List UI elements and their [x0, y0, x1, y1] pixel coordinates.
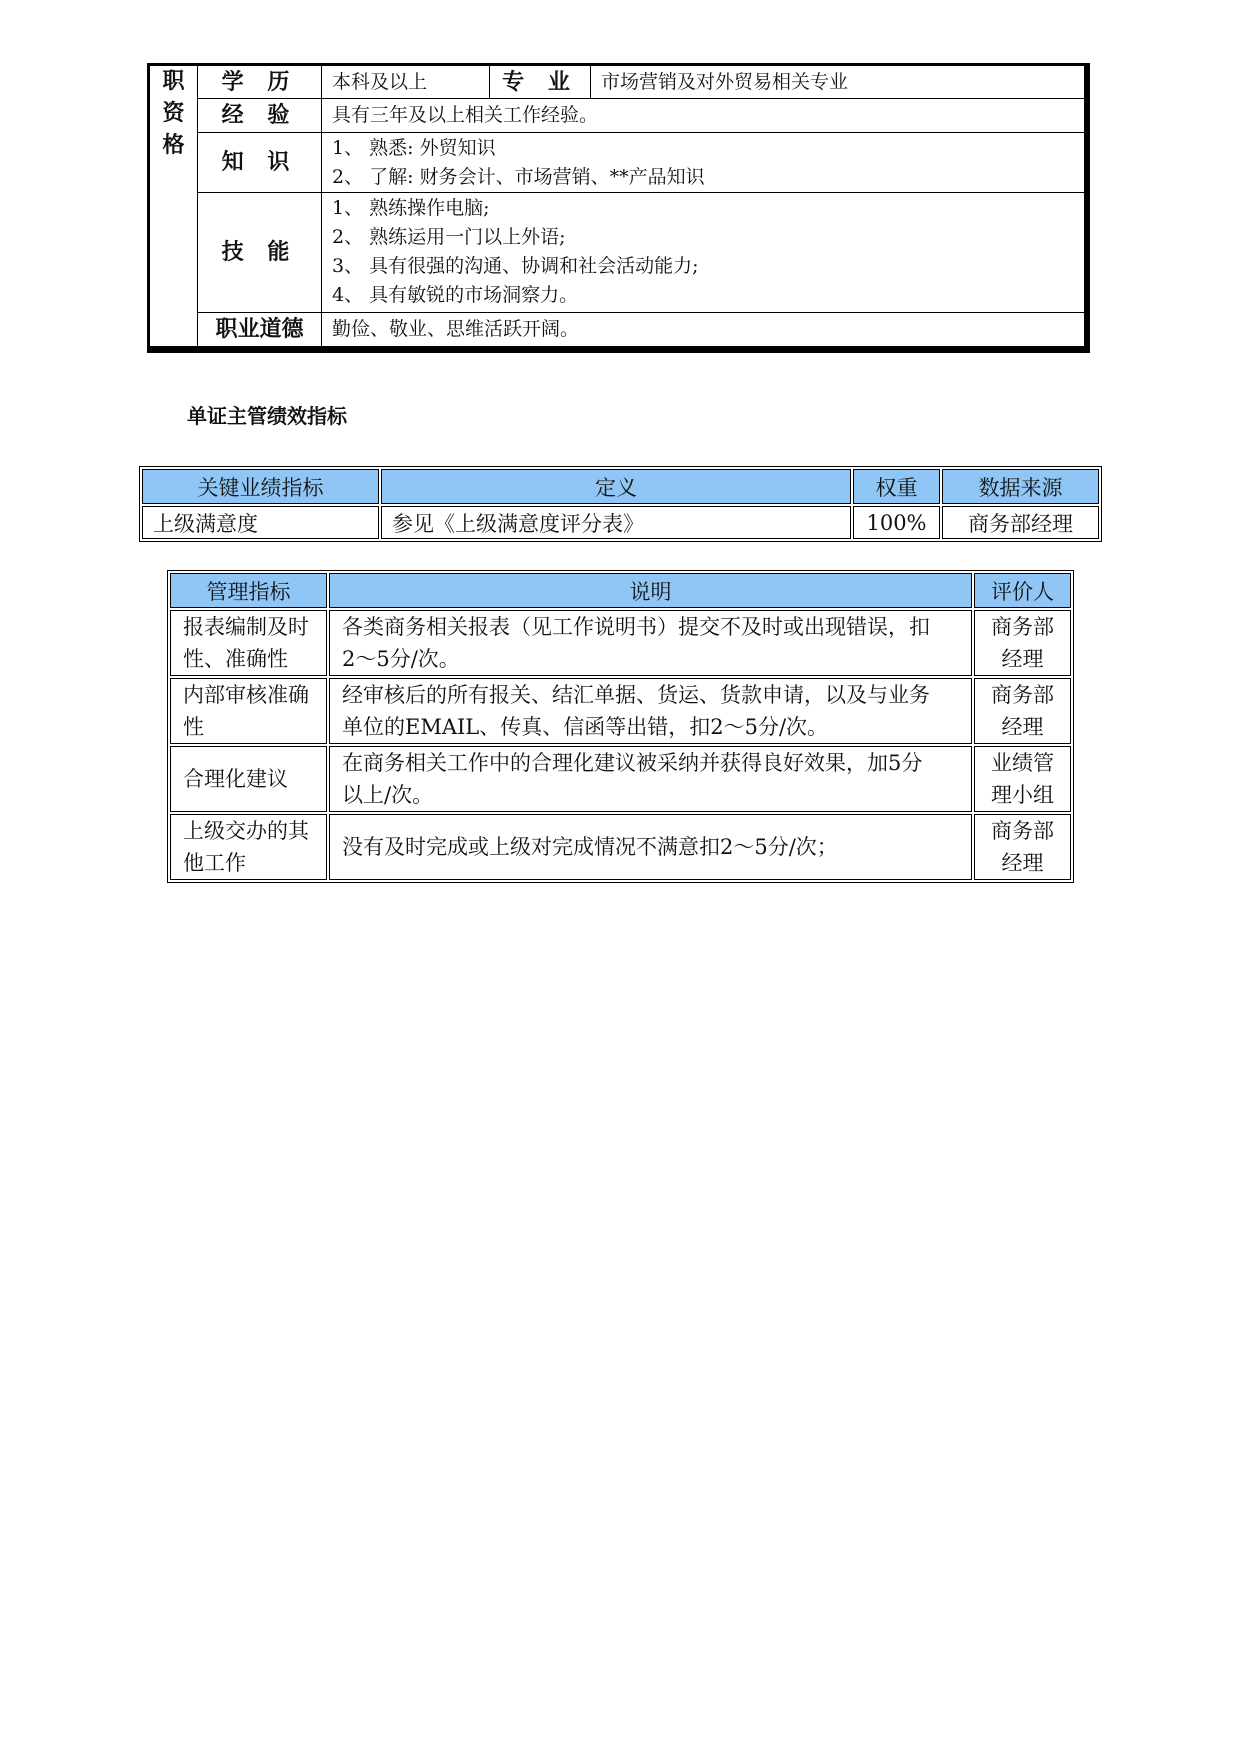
education-value: 本科及以上 — [322, 66, 490, 99]
mgmt-evaluator: 商务部 经理 — [974, 678, 1071, 744]
mgmt-header-evaluator: 评价人 — [974, 573, 1071, 608]
table-row — [170, 678, 1071, 744]
mgmt-description: 在商务相关工作中的合理化建议被采纳并获得良好效果，加5分 以上/次。 — [329, 746, 972, 812]
kpi-source: 商务部经理 — [942, 506, 1099, 539]
kpi-header-indicator: 关键业绩指标 — [142, 469, 379, 504]
kpi-indicator: 上级满意度 — [142, 506, 379, 539]
knowledge-label: 知 识 — [198, 132, 322, 193]
experience-label: 经 验 — [198, 99, 322, 132]
mgmt-indicator: 内部审核准确 性 — [170, 678, 327, 744]
experience-value: 具有三年及以上相关工作经验。 — [322, 99, 1085, 132]
kpi-weight: 100% — [853, 506, 940, 539]
ethics-value: 勤俭、敬业、思维活跃开阔。 — [322, 312, 1085, 346]
mgmt-description: 没有及时完成或上级对完成情况不满意扣2～5分/次； — [329, 814, 972, 880]
mgmt-description: 经审核后的所有报关、结汇单据、货运、货款申请，以及与业务 单位的EMAIL、传真、信函等出错，扣2～5分/次。 — [329, 678, 972, 744]
education-label: 学 历 — [198, 66, 322, 99]
major-label: 专 业 — [490, 66, 591, 99]
table-row — [170, 746, 1071, 812]
management-table — [167, 570, 1074, 883]
kpi-definition: 参见《上级满意度评分表》 — [381, 506, 851, 539]
mgmt-indicator: 报表编制及时 性、准确性 — [170, 610, 327, 676]
mgmt-indicator: 合理化建议 — [170, 746, 327, 812]
qualification-table — [147, 63, 1090, 353]
kpi-table — [139, 466, 1102, 542]
mgmt-header-indicator: 管理指标 — [170, 573, 327, 608]
table-row — [170, 610, 1071, 676]
mgmt-header-description: 说明 — [329, 573, 972, 608]
table-row — [142, 506, 1099, 539]
qualification-side-label: 职 资 格 — [150, 66, 198, 347]
mgmt-description: 各类商务相关报表（见工作说明书）提交不及时或出现错误，扣 2～5分/次。 — [329, 610, 972, 676]
kpi-header-weight: 权重 — [853, 469, 940, 504]
knowledge-value: 1、 熟悉: 外贸知识 2、 了解: 财务会计、市场营销、**产品知识 — [322, 132, 1085, 193]
ethics-label: 职业道德 — [198, 312, 322, 346]
skills-label: 技 能 — [198, 193, 322, 312]
skills-value: 1、 熟练操作电脑; 2、 熟练运用一门以上外语; 3、 具有很强的沟通、协调和社会活动能力; 4、 具有敏锐的市场洞察力。 — [322, 193, 1085, 312]
kpi-header-definition: 定义 — [381, 469, 851, 504]
table-row — [170, 814, 1071, 880]
mgmt-evaluator: 商务部 经理 — [974, 814, 1071, 880]
mgmt-evaluator: 业绩管 理小组 — [974, 746, 1071, 812]
mgmt-evaluator: 商务部 经理 — [974, 610, 1071, 676]
major-value: 市场营销及对外贸易相关专业 — [591, 66, 1085, 99]
mgmt-indicator: 上级交办的其 他工作 — [170, 814, 327, 880]
kpi-header-source: 数据来源 — [942, 469, 1099, 504]
section-title: 单证主管绩效指标 — [187, 404, 347, 428]
